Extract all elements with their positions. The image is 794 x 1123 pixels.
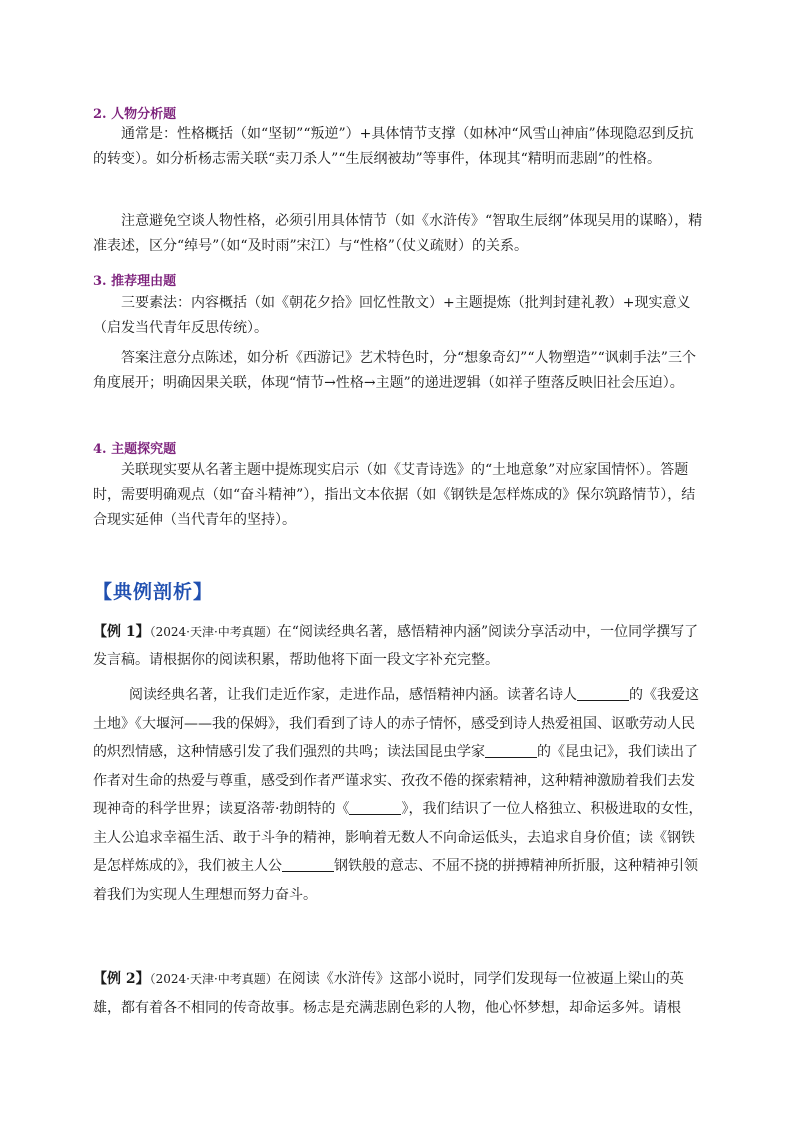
- passage-text: 的《我爱这土地》《大堰河——我的保姆》，我们看到了诗人的赤子情怀，感受到诗人热爱祖国、讴歌劳动人民的炽烈情感，这种情感引发了我们强烈的共鸣；读法国昆虫学家: [93, 687, 699, 760]
- heading-theme-exploration: 4. 主题探究题: [93, 442, 177, 457]
- fill-blank[interactable]: [577, 686, 629, 701]
- passage-text: 阅读经典名著，让我们走近作家，走进作品，感悟精神内涵。读著名诗人: [129, 687, 577, 703]
- paragraph: 答案注意分点陈述，如分析《西游记》艺术特色时，分“想象奇幻”“人物塑造”“讽刺手法”三个角度展开；明确因果关联，体现“情节→性格→主题”的递进逻辑（如祥子堕落反映旧社会压迫）。: [93, 350, 696, 391]
- fill-blank[interactable]: [485, 743, 537, 758]
- passage-text: 的《昆虫记》，我们读出了作者对生命的热爱与尊重，感受到作者严谨求实、孜孜不倦的探索精神，这种精神激励着我们去发现神奇的科学世界；读夏洛蒂·勃朗特的《: [93, 744, 698, 817]
- example-1-tag: 【例 1】: [93, 624, 150, 640]
- example-1-prompt: [93, 618, 705, 674]
- example-1-source: （2024·天津·中考真题）: [149, 625, 278, 639]
- paragraph: 三要素法：内容概括（如《朝花夕拾》回忆性散文）+主题提炼（批判封建礼教）+现实意义（启发当代青年反思传统）。: [93, 295, 691, 336]
- example-1-text: 在“阅读经典名著，感悟精神内涵”阅读分享活动中，一位同学撰写了发言稿。请根据你的阅读积累，帮助他将下面一段文字补充完整。: [93, 624, 699, 668]
- paragraph: 注意避免空谈人物性格，必须引用具体情节（如《水浒传》“智取生辰纲”体现吴用的谋略），精准表述，区分“绰号”（如“及时雨”宋江）与“性格”（仗义疏财）的关系。: [93, 213, 703, 254]
- example-2-prompt: [93, 965, 705, 1023]
- example-1-passage: [93, 681, 705, 909]
- heading-character-analysis: 2. 人物分析题: [93, 107, 177, 122]
- example-2-text: 在阅读《水浒传》这部小说时，同学们发现每一位被逼上梁山的英雄，都有着各不相同的传奇故事。杨志是充满悲剧色彩的人物，他心怀梦想，却命运多舛。请根: [93, 971, 684, 1016]
- section-title: 【典例剖析】: [93, 581, 214, 603]
- paragraph: 关联现实要从名著主题中提炼现实启示（如《艾青诗选》的“土地意象”对应家国情怀）。答题时，需要明确观点（如“奋斗精神”），指出文本依据（如《钢铁是怎样炼成的》保尔筑路情节），结合现实延伸（当代青年的坚持）。: [93, 462, 696, 528]
- passage-text: 》，我们结识了一位人格独立、积极进取的女性，主人公追求幸福生活、敢于斗争的精神，影响着无数人不向命运低头，去追求自身价值；读《钢铁是怎样炼成的》，我们被主人公: [93, 801, 703, 874]
- example-2-tag: 【例 2】: [93, 971, 150, 987]
- fill-blank[interactable]: [282, 857, 334, 872]
- example-2-source: （2024·天津·中考真题）: [149, 972, 278, 986]
- heading-recommendation: 3. 推荐理由题: [93, 274, 177, 289]
- passage-text: 钢铁般的意志、不屈不挠的拼搏精神所折服，这种精神引领着我们为实现人生理想而努力奋斗。: [93, 858, 698, 903]
- fill-blank[interactable]: [349, 800, 401, 815]
- paragraph: 通常是：性格概括（如“坚韧”“叛逆”）+具体情节支撑（如林冲“风雪山神庙”体现隐忍到反抗的转变）。如分析杨志需关联“卖刀杀人”“生辰纲被劫”等事件，体现其“精明而悲剧”的性格。: [93, 126, 694, 167]
